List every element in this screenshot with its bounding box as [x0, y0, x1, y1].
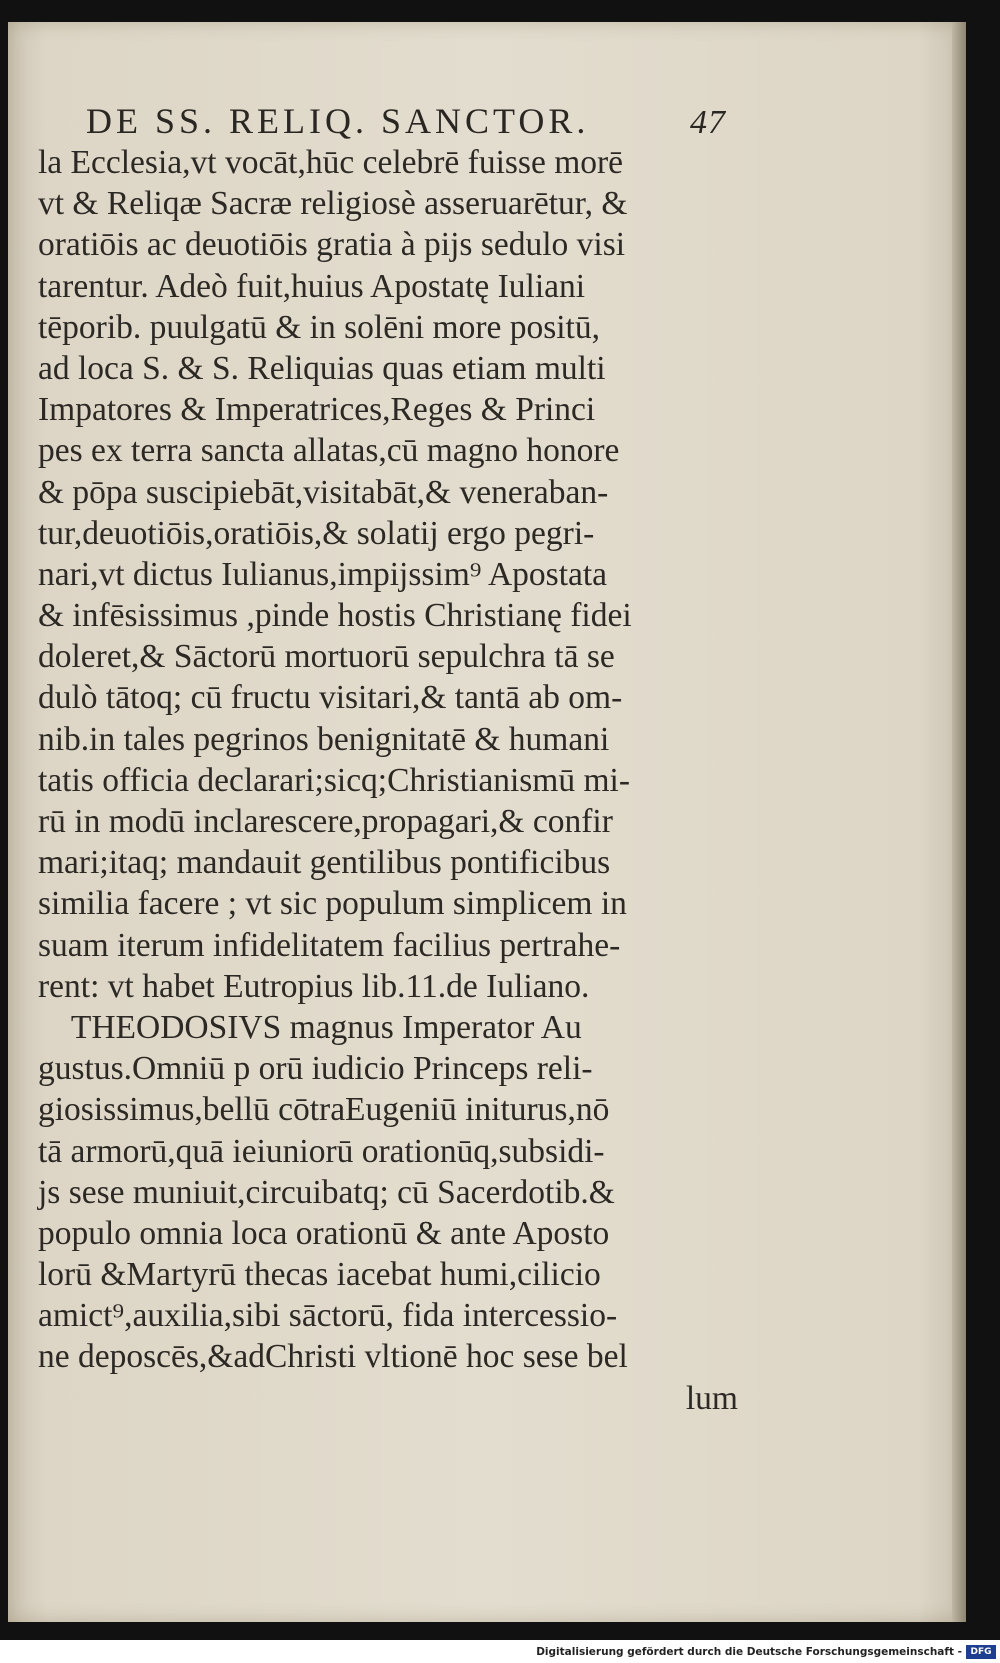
dfg-logo: DFG: [966, 1645, 996, 1659]
text-line: la Ecclesia,vt vocāt,hūc celebrē fuisse morē: [38, 144, 624, 181]
text-line: Impatores & Imperatrices,Reges & Princi: [38, 391, 596, 429]
text-line: vt & Reliqæ Sacræ religiosè asseruarētur, &: [38, 185, 628, 223]
running-head-title: DE SS. RELIQ. SANCTOR.: [86, 101, 590, 141]
body-text: [38, 142, 738, 1419]
catchword: lum: [685, 1379, 738, 1417]
text-line: populo omnia loca orationū & ante Aposto: [38, 1214, 610, 1252]
page-number: 47: [690, 104, 726, 141]
funding-credit: Digitalisierung gefördert durch die Deutsche Forschungsgemeinschaft -: [536, 1645, 962, 1658]
text-line: suam iterum infidelitatem facilius pertrahe-: [38, 926, 621, 964]
text-line: tā armorū,quā ieiuniorū orationūq,subsidi-: [38, 1132, 605, 1170]
page-edge: [952, 22, 966, 1622]
text-line: tatis officia declarari;sicq;Christianismū mi-: [38, 761, 630, 799]
text-line: pes ex terra sancta allatas,cū magno honore: [38, 432, 620, 470]
text-line: lorū &Martyrū thecas iacebat humi,cilicio: [38, 1256, 601, 1294]
text-line: oratiōis ac deuotiōis gratia à pijs sedulo visi: [38, 226, 626, 264]
text-line: doleret,& Sāctorū mortuorū sepulchra tā se: [38, 638, 615, 676]
text-line: tur,deuotiōis,oratiōis,& solatij ergo pegri-: [38, 514, 595, 552]
text-line: giosissimus,bellū cōtraEugeniū initurus,nō: [38, 1091, 610, 1129]
text-line: ad loca S. & S. Reliquias quas etiam multi: [38, 349, 606, 387]
text-line: & infēsissimus ,pinde hostis Christianę fidei: [38, 597, 632, 635]
text-line: nib.in tales pegrinos benignitatē & humani: [38, 720, 610, 758]
text-line: rū in modū inclarescere,propagari,& confir: [38, 803, 613, 840]
text-line: js sese muniuit,circuibatq; cū Sacerdotib.&: [38, 1173, 615, 1211]
text-line: ne deposcēs,&adChristi vltionē hoc sese bel: [38, 1338, 628, 1376]
text-line: gustus.Omniū p orū iudicio Princeps reli-: [38, 1050, 593, 1088]
text-line: nari,vt dictus Iulianus,impijssim⁹ Apostata: [38, 555, 608, 593]
text-line: rent: vt habet Eutropius lib.11.de Iuliano.: [38, 967, 590, 1005]
text-line: similia facere ; vt sic populum simplicem in: [38, 885, 627, 923]
text-line: THEODOSIVS magnus Imperator Au: [38, 1008, 582, 1046]
text-line: amict⁹,auxilia,sibi sāctorū, fida intercessio-: [38, 1297, 618, 1335]
text-line: dulò tātoq; cū fructu visitari,& tantā ab om-: [38, 679, 623, 717]
running-head: [86, 100, 726, 142]
text-line: & pōpa suscipiebāt,visitabāt,& veneraban-: [38, 473, 609, 511]
text-line: mari;itaq; mandauit gentilibus pontificibus: [38, 844, 611, 882]
text-line: tarentur. Adeò fuit,huius Apostatę Iuliani: [38, 267, 586, 305]
digitization-footer: [0, 1640, 1000, 1663]
text-line: tēporib. puulgatū & in solēni more positū,: [38, 308, 600, 346]
